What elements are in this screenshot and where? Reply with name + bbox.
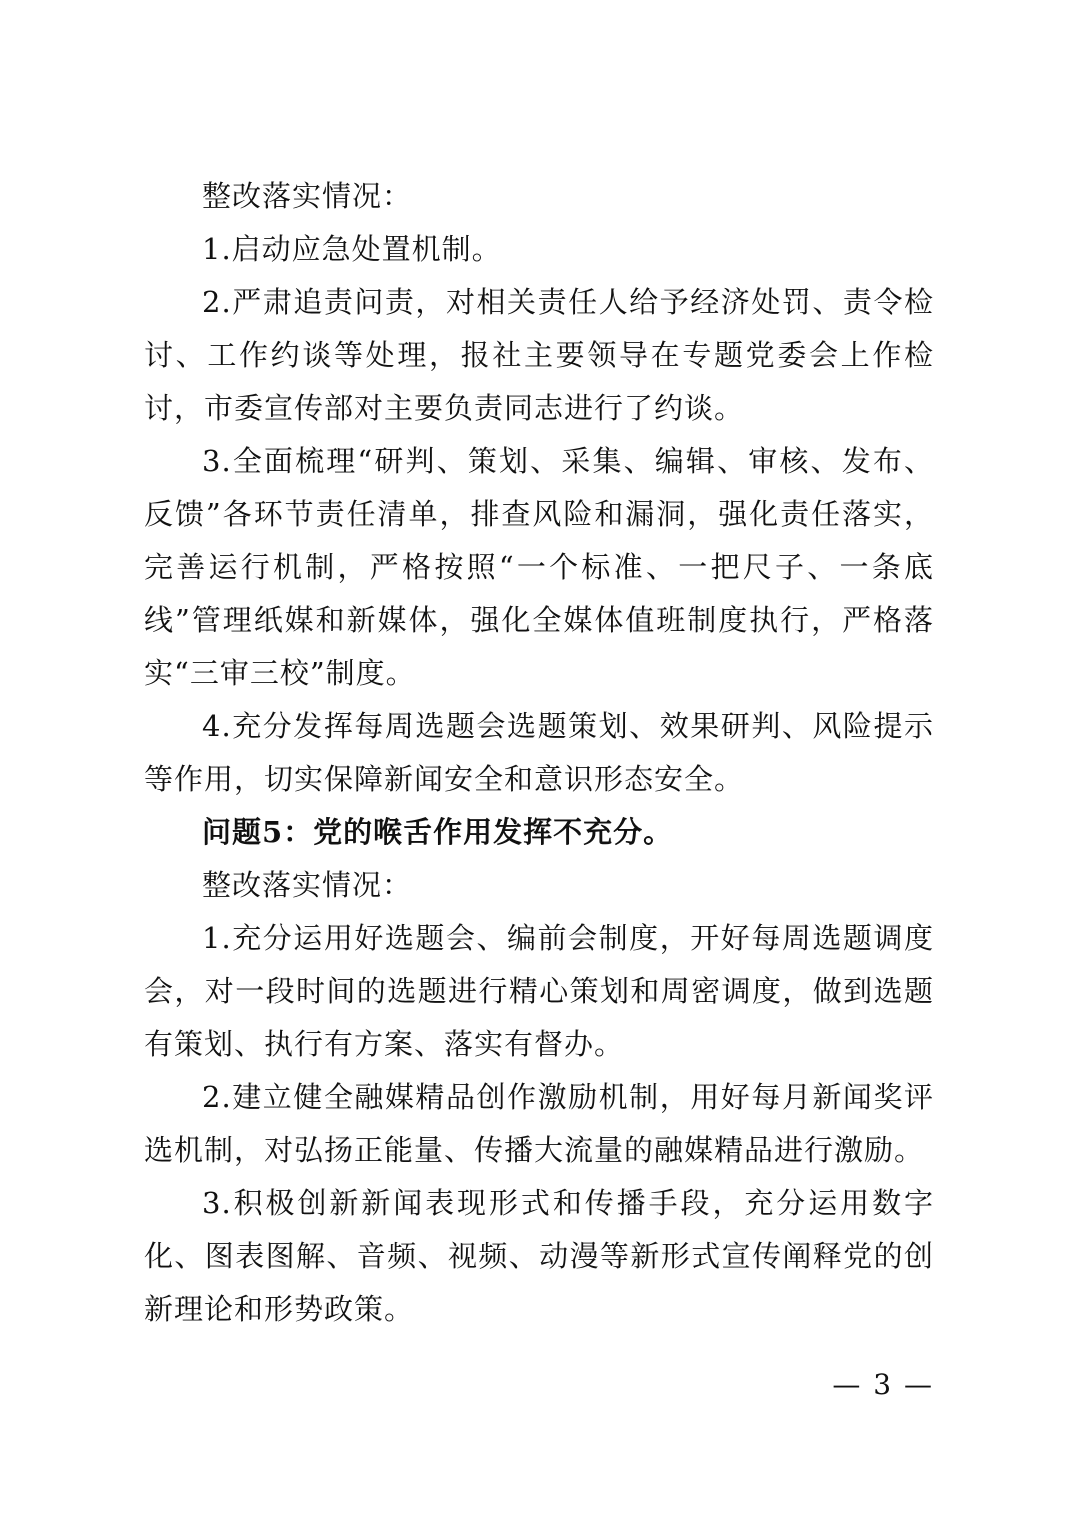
list-item: 4.充分发挥每周选题会选题策划、效果研判、风险提示等作用，切实保障新闻安全和意识形态安全。 xyxy=(144,709,934,796)
document-body xyxy=(144,170,934,1336)
list-item: 1.充分运用好选题会、编前会制度，开好每周选题调度会，对一段时间的选题进行精心策划和周密调度，做到选题有策划、执行有方案、落实有督办。 xyxy=(144,921,934,1061)
page-number: — 3 — xyxy=(832,1368,934,1401)
section-label: 整改落实情况： xyxy=(202,179,413,213)
list-item: 2.建立健全融媒精品创作激励机制，用好每月新闻奖评选机制，对弘扬正能量、传播大流量的融媒精品进行激励。 xyxy=(144,1080,934,1167)
list-item: 3.全面梳理“研判、策划、采集、编辑、审核、发布、反馈”各环节责任清单，排查风险和漏洞，强化责任落实，完善运行机制，严格按照“一个标准、一把尺子、一条底线”管理纸媒和新媒体，强化全媒体值班制度执行，严格落实“三审三校”制度。 xyxy=(144,444,934,690)
list-item: 3.积极创新新闻表现形式和传播手段，充分运用数字化、图表图解、音频、视频、动漫等新形式宣传阐释党的创新理论和形势政策。 xyxy=(144,1186,934,1326)
list-item: 2.严肃追责问责，对相关责任人给予经济处罚、责令检讨、工作约谈等处理，报社主要领导在专题党委会上作检讨，市委宣传部对主要负责同志进行了约谈。 xyxy=(144,285,934,425)
section-label: 整改落实情况： xyxy=(202,868,413,902)
list-item: 1.启动应急处置机制。 xyxy=(202,232,502,266)
problem-heading: 问题5：党的喉舌作用发挥不充分。 xyxy=(202,815,674,849)
